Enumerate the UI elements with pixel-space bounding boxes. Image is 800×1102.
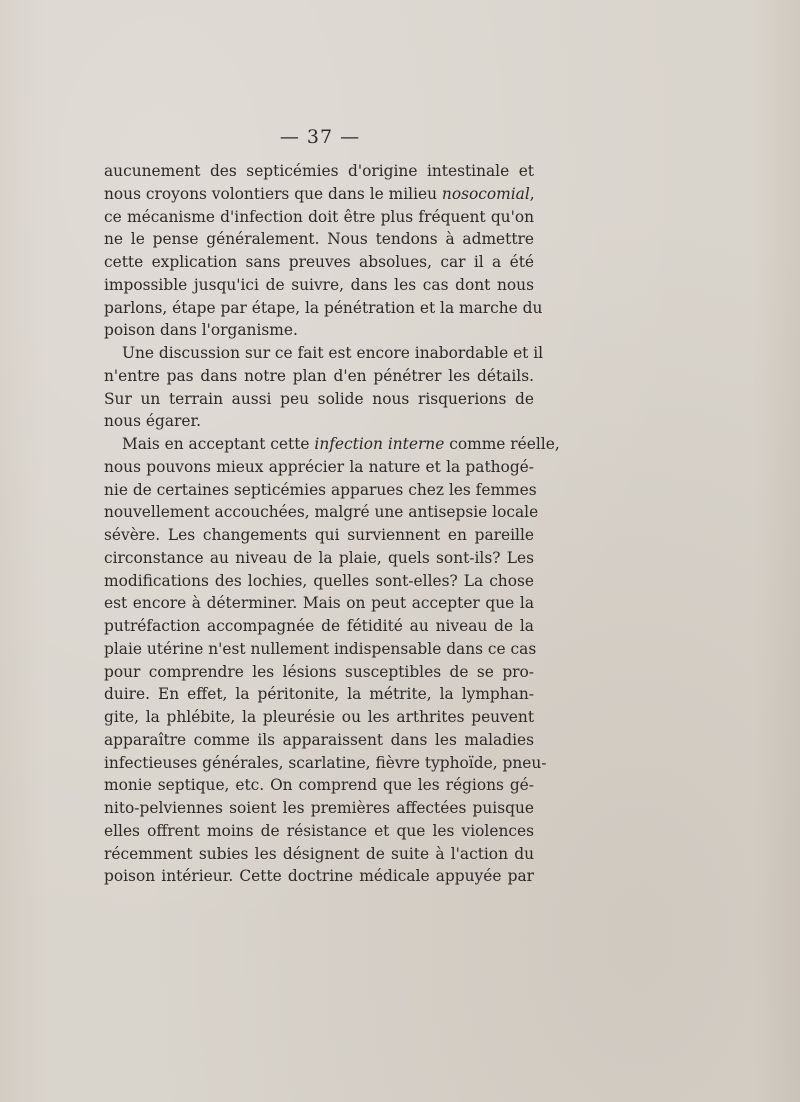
text-line: elles offrent moins de résistance et que les violences xyxy=(104,821,534,840)
page-number: — 37 — xyxy=(279,126,361,148)
text-line: ce mécanisme d'infection doit être plus fréquent qu'on xyxy=(104,207,534,226)
body-text xyxy=(104,160,560,888)
text-line: modifications des lochies, quelles sont-elles? La chose xyxy=(104,571,534,590)
text-line: impossible jusqu'ici de suivre, dans les cas dont nous xyxy=(104,275,534,294)
text-line: plaie utérine n'est nullement indispensable dans ce cas xyxy=(104,639,537,658)
italic-term: nosocomial xyxy=(441,184,530,203)
text-line: Sur un terrain aussi peu solide nous risquerions de xyxy=(104,389,534,408)
text-line: nito-pelviennes soient les premières affectées puisque xyxy=(104,799,534,817)
text-line: n'entre pas dans notre plan d'en pénétrer les détails. xyxy=(104,366,534,385)
text-line: nous égarer. xyxy=(104,412,202,431)
text-line: Une discussion sur ce fait est encore inabordable et il xyxy=(122,344,544,362)
text-line: sévère. Les changements qui surviennent en pareille xyxy=(104,526,534,544)
text-line: Mais en acceptant cette infection interne comme réelle, xyxy=(122,435,560,453)
text-line: poison dans l'organisme. xyxy=(104,321,298,340)
text-line: poison intérieur. Cette doctrine médicale appuyée par xyxy=(104,867,534,886)
text-line: nous pouvons mieux apprécier la nature et la pathogé- xyxy=(104,457,534,476)
italic-term: infection interne xyxy=(314,435,445,453)
text-line: infectieuses générales, scarlatine, fièvre typhoïde, pneu- xyxy=(104,753,547,772)
text-line: ne le pense généralement. Nous tendons à admettre xyxy=(104,230,534,249)
text-line: monie septique, etc. On comprend que les régions gé- xyxy=(104,776,534,795)
text-line: pour comprendre les lésions susceptibles de se pro- xyxy=(104,662,534,681)
text-line: duire. En effet, la péritonite, la métrite, la lymphan- xyxy=(104,685,534,704)
text-line: nie de certaines septicémies apparues chez les femmes xyxy=(104,480,537,499)
text-line: récemment subies les désignent de suite à l'action du xyxy=(104,844,534,863)
text-line: nous croyons volontiers que dans le milieu nosocomial, xyxy=(104,184,535,203)
text-line: putréfaction accompagnée de fétidité au niveau de la xyxy=(104,617,534,635)
text-line: aucunement des septicémies d'origine intestinale et xyxy=(104,162,534,180)
text-line: apparaître comme ils apparaissent dans les maladies xyxy=(104,730,534,749)
text-line: gite, la phlébite, la pleurésie ou les arthrites peuvent xyxy=(104,708,534,726)
text-line: est encore à déterminer. Mais on peut accepter que la xyxy=(104,594,534,613)
text-line: cette explication sans preuves absolues, car il a été xyxy=(104,253,534,271)
text-line: nouvellement accouchées, malgré une antisepsie locale xyxy=(104,503,539,522)
text-line: circonstance au niveau de la plaie, quels sont-ils? Les xyxy=(104,548,534,567)
text-line: parlons, étape par étape, la pénétration et la marche du xyxy=(104,298,543,317)
